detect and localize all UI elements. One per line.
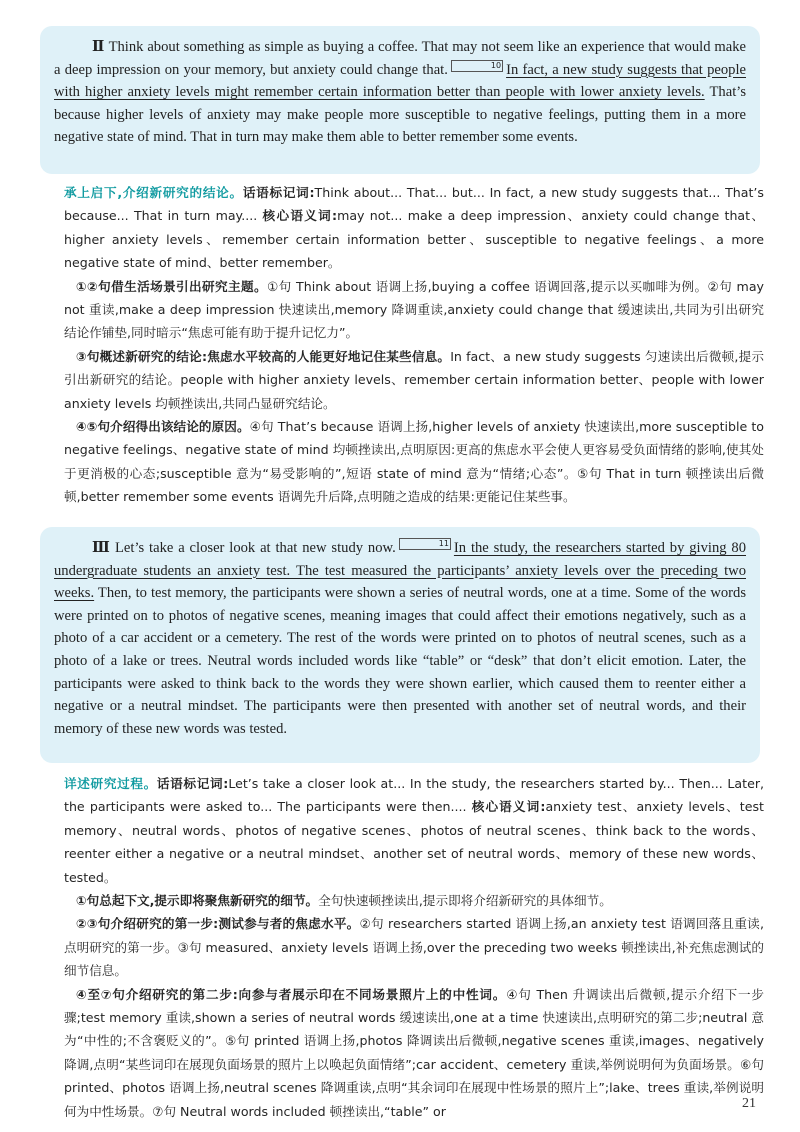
passage-2-text (54, 36, 746, 149)
note-label: 核心语义词: (471, 799, 546, 815)
note-label: 核心语义词: (262, 208, 338, 224)
note-paragraph (64, 772, 764, 889)
note-paragraph (64, 275, 764, 345)
note-text: In fact、a new study suggests 匀速读出后微顿,提示引出新研究的结论。people with higher anxiety levels、remember certain information better、people with lower anxiety levels 均顿挫读出,共同凸显研究结论。 (64, 348, 764, 411)
passage-sentence: Think about something as simple as buying a coffee. That may not seem like an experience that would make a deep impression on your memory, but anxiety could change that. (54, 39, 746, 78)
passage-sentence: Let’s take a closer look at that new study now. (115, 540, 396, 556)
note-paragraph (64, 889, 764, 912)
page-number: 21 (742, 1096, 756, 1111)
note-text: Let’s take a closer look at... In the study, the researchers started by... Then... Later, the participants were asked to... The participants were then.... (64, 776, 765, 815)
audio-marker-icon: 11 (399, 538, 451, 550)
note-heading: ④⑤句介绍得出该结论的原因。 (76, 419, 250, 435)
section-number: Ⅲ (92, 540, 111, 556)
note-heading: ④至⑦句介绍研究的第二步:向参与者展示印在不同场景照片上的中性词。 (76, 986, 507, 1002)
note-text: Think about... That... but... In fact, a new study suggests that... That’s because... That in turn may.... (64, 185, 764, 224)
underlined-sentence: In the study, the researchers started by giving 80 undergraduate students an anxiety test. The test measured the participants’ anxiety levels over the preceding two weeks. (54, 540, 746, 602)
note-paragraph (64, 983, 764, 1123)
note-heading: 详述研究过程。 (64, 776, 157, 791)
passage-sentence: Then, to test memory, the participants were shown a series of neutral words, one at a time. Some of the words were printed on to photos of negative scenes, meaning images that could affect their emotions negatively, such as a photo of a car accident or a cemetery. The rest of the words were printed on to photos of neutral scenes, such as a photo of a lake or trees. Neutral words included words like “table” or “desk” that don’t elicit emotion. Later, the participants were asked to think back to the words they were shown earlier, which caused them to reenter either a negative or a neutral mindset. The participants were then presented with another set of neutral words, and their memory of these new words was tested. (54, 585, 746, 737)
note-paragraph (64, 912, 764, 982)
notes-section-3 (64, 772, 764, 1123)
notes-section-2 (64, 181, 764, 509)
passage-sentence: That’s because higher levels of anxiety may make people more susceptible to negative feelings, putting them in a more negative state of mind. That in turn may make them able to better remember some events. (54, 84, 746, 146)
note-text: ①句 Think about 语调上扬,buying a coffee 语调回落,提示以买咖啡为例。②句 may not 重读,make a deep impression 快速读出,memory 降调重读,anxiety could change that 缓速读出,共同为引出研究结论作铺垫,同时暗示“焦虑可能有助于提升记忆力”。 (64, 278, 764, 341)
note-heading: ③句概述新研究的结论:焦虑水平较高的人能更好地记住某些信息。 (76, 348, 451, 364)
note-heading: ①②句借生活场景引出研究主题。 (76, 278, 267, 294)
note-label: 话语标记词: (156, 776, 229, 791)
note-heading: ①句总起下文,提示即将聚焦新研究的细节。 (76, 893, 319, 909)
note-heading: ②③句介绍研究的第一步:测试参与者的焦虑水平。 (76, 916, 360, 932)
passage-section-2 (40, 26, 760, 174)
passage-3-text (54, 537, 746, 740)
audio-marker-icon: 10 (451, 60, 503, 72)
note-text: ②句 researchers started 语调上扬,an anxiety test 语调回落且重读,点明研究的第一步。③句 measured、anxiety levels 语调上扬,over the preceding two weeks 顿挫读出,补充焦虑测试的细节信息。 (64, 916, 764, 979)
note-text: 全句快速顿挫读出,提示即将介绍新研究的具体细节。 (318, 893, 612, 909)
note-text: ④句 That’s because 语调上扬,higher levels of anxiety 快速读出,more susceptible to negative feelings、negative state of mind 均顿挫读出,点明原因:更高的焦虑水平会使人更容易受负面情绪的影响,使其处于更消极的心态;susceptible 意为“易受影响的”,短语 state of mind 意为“情绪;心态”。⑤句 That in turn 顿挫读出后微顿,better remember some events 语调先升后降,点明随之造成的结果:更能记住某些事。 (64, 419, 764, 505)
note-paragraph (64, 415, 764, 509)
section-number: Ⅱ (92, 39, 105, 55)
note-heading: 承上启下,介绍新研究的结论。 (64, 185, 243, 200)
note-text: ④句 Then 升调读出后微顿,提示介绍下一步骤;test memory 重读,shown a series of neutral words 缓速读出,one at a time 快速读出,点明研究的第二步;neutral 意为“中性的;不含褒贬义的”。⑤句 printed 语调上扬,photos 降调读出后微顿,negative scenes 重读,images、negatively 降调,点明“某些词印在展现负面场景的照片上以唤起负面情绪”;car accident、cemetery 重读,举例说明何为负面场景。⑥句 printed、photos 语调上扬,neutral scenes 降调重读,点明“其余词印在展现中性场景的照片上”;lake、trees 重读,举例说明何为中性场景。⑦句 Neutral words included 顿挫读出,“table” or (64, 986, 764, 1119)
underlined-sentence: In fact, a new study suggests that people with higher anxiety levels might remember certain information better than people with lower anxiety levels. (54, 61, 746, 101)
note-text: anxiety test、anxiety levels、test memory、neutral words、photos of negative scenes、photos of neutral scenes、think back to the words、reenter either a negative or a neutral mindset、another set of neutral words、memory of these new words、tested。 (64, 799, 764, 885)
note-text: may not... make a deep impression、anxiety could change that、higher anxiety levels、remember certain information better、susceptible to negative feelings、a more negative state of mind、better remember。 (64, 208, 764, 271)
passage-section-3 (40, 527, 760, 763)
note-paragraph (64, 345, 764, 415)
note-paragraph (64, 181, 764, 275)
note-label: 话语标记词: (242, 185, 315, 200)
